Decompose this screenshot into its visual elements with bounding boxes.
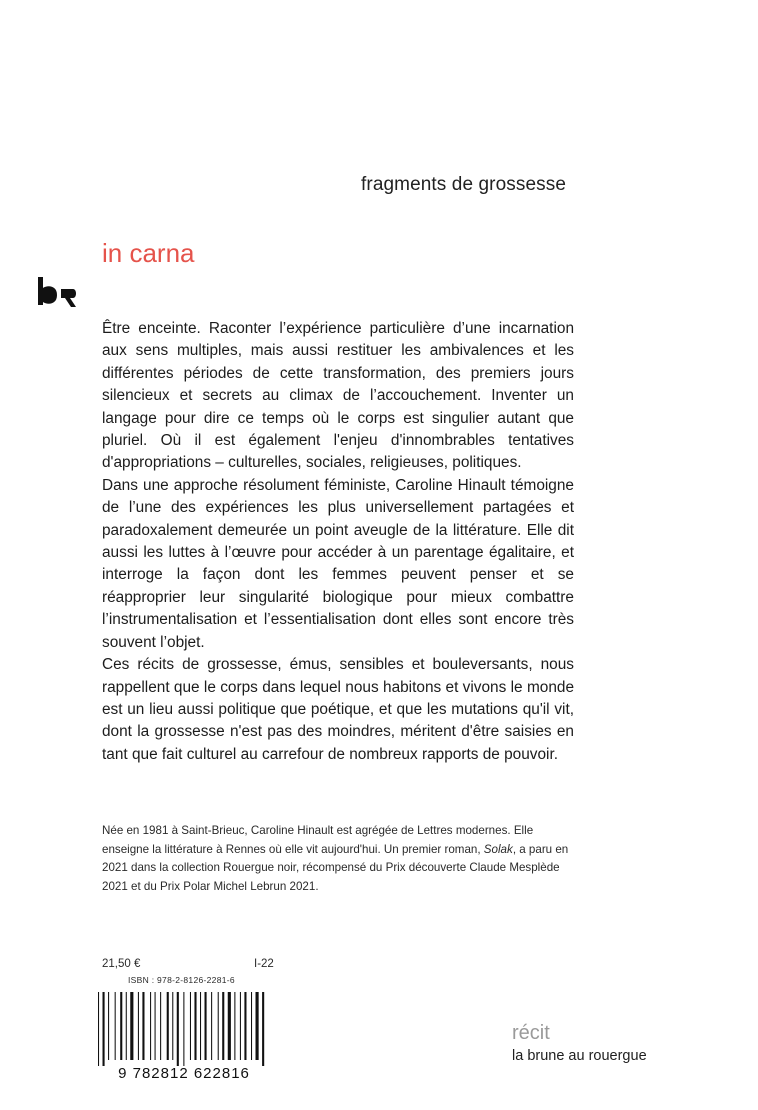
barcode-bar (98, 992, 99, 1066)
barcode-bar (211, 992, 212, 1060)
novel-title: Solak (483, 842, 513, 856)
barcode-bar (167, 992, 169, 1060)
catalog-code: I-22 (254, 958, 274, 970)
barcode-bar (126, 992, 127, 1060)
barcode-bar (190, 992, 191, 1060)
author-bio-part: , a paru en 2021 dans la collection Rouergue noir, récompensé du Prix découverte Claude Mesplède 2021 et du Prix Polar Michel Lebrun 2021. (102, 842, 569, 893)
barcode-bar (160, 992, 161, 1060)
blurb-paragraph: Ces récits de grossesse, émus, sensibles et bouleversants, nous rappellent que le corps dans lequel nous habitons et vivons le monde est un lieu aussi politique que poétique, et que les mutations qu'il vit, dont la grossesse n'est pas des moindres, méritent d'être saisies en tant que fait culturel au carrefour de nombreux rapports de pouvoir. (102, 656, 574, 763)
barcode-digits: 9 782812 622816 (118, 1065, 250, 1080)
blurb-paragraph: Être enceinte. Raconter l’expérience particulière d’une incarnation aux sens multiples, mais aussi restituer les ambivalences et les différentes périodes de cette transformation, des premiers jours silencieux et secrets au climax de l’accouchement. Inventer un langage pour dire ce temps où le corps est singulier autant que pluriel. Où il est également l'enjeu d'innombrables tentatives d'appropriations – culturelles, sociales, religieuses, politiques. (102, 320, 574, 472)
blurb-paragraph: Dans une approche résolument féministe, Caroline Hinault témoigne de l’une des expériences les plus universellement partagées et paradoxalement demeurée un point aveugle de la littérature. Elle dit aussi les luttes à l’œuvre pour accéder à un parentage égalitaire, et interroge la façon dont les femmes peuvent penser et se réapproprier leur singularité biologique pour mieux combattre l’instrumentalisation et l’essentialisation dont elles sont encore très souvent l’objet. (102, 476, 574, 651)
genre-label: récit (512, 1022, 550, 1044)
barcode-bar (130, 992, 133, 1060)
price-label: 21,50 € (102, 958, 141, 970)
barcode-bar (218, 992, 219, 1060)
barcode-bar (142, 992, 144, 1060)
barcode-bar (234, 992, 235, 1060)
barcode-bar (172, 992, 173, 1060)
barcode-bar (138, 992, 139, 1060)
barcode-bar (244, 992, 246, 1060)
publisher-logo-icon (37, 276, 79, 308)
barcode-bar (103, 992, 105, 1066)
barcode-icon (84, 990, 284, 1080)
author-bio (102, 822, 572, 896)
author-bio-text (102, 822, 572, 896)
book-title: in carna (102, 238, 195, 268)
barcode-bar (262, 992, 264, 1066)
collection-label: la brune au rouergue (512, 1048, 647, 1064)
barcode-bar (228, 992, 231, 1060)
barcode-bar (205, 992, 207, 1060)
author-bio-part: Née en 1981 à Saint-Brieuc, Caroline Hinault est agrégée de Lettres modernes. Elle enseigne la littérature à Rennes où elle vit aujourd'hui. Un premier roman, (102, 824, 534, 856)
barcode-bar (177, 992, 179, 1066)
barcode-bar (108, 992, 109, 1060)
barcode-bar (183, 992, 184, 1066)
barcode-bar (155, 992, 156, 1060)
barcode-bar (115, 992, 116, 1060)
isbn-label: ISBN : 978-2-8126-2281-6 (128, 975, 235, 985)
book-subtitle: fragments de grossesse (361, 174, 566, 195)
barcode-bar (120, 992, 122, 1060)
barcode-bars (98, 992, 264, 1066)
barcode-bar (256, 992, 259, 1060)
barcode-bar (222, 992, 224, 1060)
book-blurb (102, 318, 574, 766)
barcode-bar (200, 992, 201, 1060)
barcode-bar (251, 992, 252, 1060)
barcode-bar (150, 992, 151, 1060)
barcode-bar (194, 992, 196, 1060)
barcode-bar (240, 992, 241, 1060)
